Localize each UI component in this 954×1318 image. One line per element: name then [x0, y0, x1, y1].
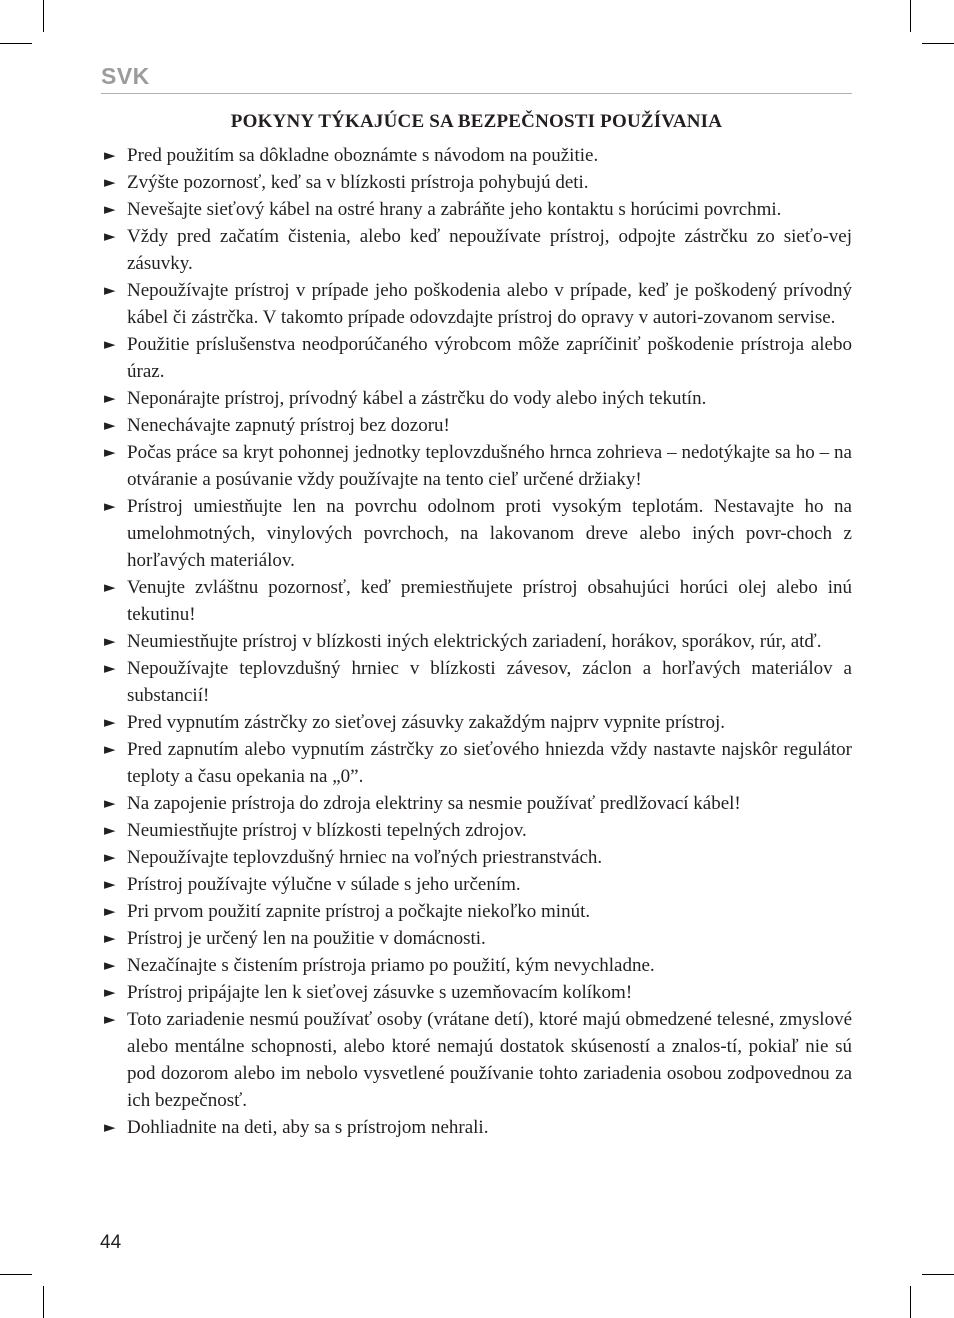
list-item-text: Nezačínajte s čistením prístroja priamo po použití, kým nevychladne. — [127, 955, 655, 976]
list-item-text: Nepoužívajte prístroj v prípade jeho poškodenia alebo v prípade, keď je poškodený prívodný kábel či zástrčka. V takomto prípade odovzdajte prístroj do opravy v autori-zovanom servise. — [127, 280, 852, 328]
list-item-text: Prístroj používajte výlučne v súlade s jeho určením. — [127, 874, 521, 895]
bullet-arrow-icon: ► — [104, 1118, 116, 1136]
list-item-text: Prístroj pripájajte len k sieťovej zásuvke s uzemňovacím kolíkom! — [127, 982, 633, 1003]
bullet-arrow-icon: ► — [104, 902, 116, 920]
bullet-arrow-icon: ► — [104, 983, 116, 1001]
list-item — [104, 574, 852, 628]
list-item — [104, 736, 852, 790]
bullet-arrow-icon: ► — [104, 497, 116, 515]
list-item-text: Počas práce sa kryt pohonnej jednotky teplovzdušného hrnca zohrieva – nedotýkajte sa ho – na otváranie a posúvanie vždy používajte na tento cieľ určené držiaky! — [127, 442, 852, 490]
list-item — [104, 493, 852, 574]
list-item — [104, 277, 852, 331]
crop-mark — [910, 1286, 911, 1318]
list-item — [104, 628, 852, 655]
list-item — [104, 844, 852, 871]
list-item — [104, 412, 852, 439]
list-item — [104, 655, 852, 709]
bullet-arrow-icon: ► — [104, 659, 116, 677]
bullet-arrow-icon: ► — [104, 443, 116, 461]
bullet-arrow-icon: ► — [104, 956, 116, 974]
bullet-arrow-icon: ► — [104, 173, 116, 191]
list-item — [104, 817, 852, 844]
bullet-arrow-icon: ► — [104, 794, 116, 812]
bullet-arrow-icon: ► — [104, 416, 116, 434]
crop-mark — [0, 1274, 32, 1275]
bullet-arrow-icon: ► — [104, 713, 116, 731]
bullet-arrow-icon: ► — [104, 848, 116, 866]
list-item — [104, 925, 852, 952]
list-item-text: Nepoužívajte teplovzdušný hrniec na voľných priestranstvách. — [127, 847, 603, 868]
crop-mark — [0, 43, 32, 44]
list-item-text: Zvýšte pozornosť, keď sa v blízkosti prístroja pohybujú deti. — [127, 172, 589, 193]
list-item-text: Nevešajte sieťový kábel na ostré hrany a zabráňte jeho kontaktu s horúcimi povrchmi. — [127, 199, 782, 220]
crop-mark — [910, 0, 911, 32]
list-item — [104, 331, 852, 385]
list-item-text: Neumiestňujte prístroj v blízkosti iných elektrických zariadení, horákov, sporákov, rúr, atď. — [127, 631, 822, 652]
list-item-text: Dohliadnite na deti, aby sa s prístrojom nehrali. — [127, 1117, 489, 1138]
list-item — [104, 871, 852, 898]
list-item — [104, 142, 852, 169]
list-item-text: Neumiestňujte prístroj v blízkosti tepelných zdrojov. — [127, 820, 527, 841]
bullet-arrow-icon: ► — [104, 281, 116, 299]
header-divider — [101, 93, 852, 94]
list-item — [104, 1114, 852, 1141]
bullet-arrow-icon: ► — [104, 929, 116, 947]
list-item-text: Prístroj umiestňujte len na povrchu odolnom proti vysokým teplotám. Nestavajte ho na umelohmotných, vinylových povrchoch, na lakovanom dreve alebo iných povr-choch z horľavých materiálov. — [127, 496, 852, 571]
list-item-text: Použitie príslušenstva neodporúčaného výrobcom môže zapríčiniť poškodenie prístroja alebo úraz. — [127, 334, 852, 382]
list-item-text: Neponárajte prístroj, prívodný kábel a zástrčku do vody alebo iných tekutín. — [127, 388, 707, 409]
crop-mark — [922, 1274, 954, 1275]
language-code: SVK — [101, 63, 150, 89]
list-item-text: Toto zariadenie nesmú používať osoby (vrátane detí), ktoré majú obmedzené telesné, zmyslové alebo mentálne schopnosti, alebo ktoré nemajú dostatok skúseností a znalos-tí, pokiaľ nie sú pod dozorom alebo im nebolo vysvetlené používanie tohto zariadenia osobou zodpovednou za ich bezpečnosť. — [127, 1009, 852, 1111]
list-item — [104, 385, 852, 412]
page-number: 44 — [100, 1232, 122, 1253]
list-item-text: Prístroj je určený len na použitie v domácnosti. — [127, 928, 486, 949]
list-item-text: Nepoužívajte teplovzdušný hrniec v blízkosti závesov, záclon a horľavých materiálov a substancií! — [127, 658, 852, 706]
list-item — [104, 439, 852, 493]
list-item — [104, 979, 852, 1006]
bullet-arrow-icon: ► — [104, 200, 116, 218]
list-item-text: Pred vypnutím zástrčky zo sieťovej zásuvky zakaždým najprv vypnite prístroj. — [127, 712, 726, 733]
safety-instructions-list — [104, 142, 852, 1141]
bullet-arrow-icon: ► — [104, 740, 116, 758]
list-item-text: Pred použitím sa dôkladne oboznámte s návodom na použitie. — [127, 145, 599, 166]
list-item-text: Venujte zvláštnu pozornosť, keď premiestňujete prístroj obsahujúci horúci olej alebo inú tekutinu! — [127, 577, 852, 625]
list-item-text: Na zapojenie prístroja do zdroja elektriny sa nesmie používať predlžovací kábel! — [127, 793, 741, 814]
crop-mark — [43, 0, 44, 32]
list-item — [104, 169, 852, 196]
list-item — [104, 709, 852, 736]
crop-mark — [922, 43, 954, 44]
list-item-text: Pred zapnutím alebo vypnutím zástrčky zo sieťového hniezda vždy nastavte najskôr regulátor teploty a času opekania na „0”. — [127, 739, 852, 787]
bullet-arrow-icon: ► — [104, 335, 116, 353]
bullet-arrow-icon: ► — [104, 146, 116, 164]
bullet-arrow-icon: ► — [104, 578, 116, 596]
crop-mark — [43, 1286, 44, 1318]
list-item — [104, 790, 852, 817]
list-item — [104, 1006, 852, 1114]
bullet-arrow-icon: ► — [104, 227, 116, 245]
list-item — [104, 898, 852, 925]
list-item — [104, 196, 852, 223]
list-item — [104, 223, 852, 277]
bullet-arrow-icon: ► — [104, 875, 116, 893]
list-item-text: Vždy pred začatím čistenia, alebo keď nepoužívate prístroj, odpojte zástrčku zo sieťo-vej zásuvky. — [127, 226, 852, 274]
list-item — [104, 952, 852, 979]
bullet-arrow-icon: ► — [104, 389, 116, 407]
bullet-arrow-icon: ► — [104, 632, 116, 650]
list-item-text: Pri prvom použití zapnite prístroj a počkajte niekoľko minút. — [127, 901, 591, 922]
bullet-arrow-icon: ► — [104, 821, 116, 839]
list-item-text: Nenechávajte zapnutý prístroj bez dozoru! — [127, 415, 450, 436]
section-title: POKYNY TÝKAJÚCE SA BEZPEČNOSTI POUŽÍVANIA — [230, 111, 723, 132]
bullet-arrow-icon: ► — [104, 1010, 116, 1028]
